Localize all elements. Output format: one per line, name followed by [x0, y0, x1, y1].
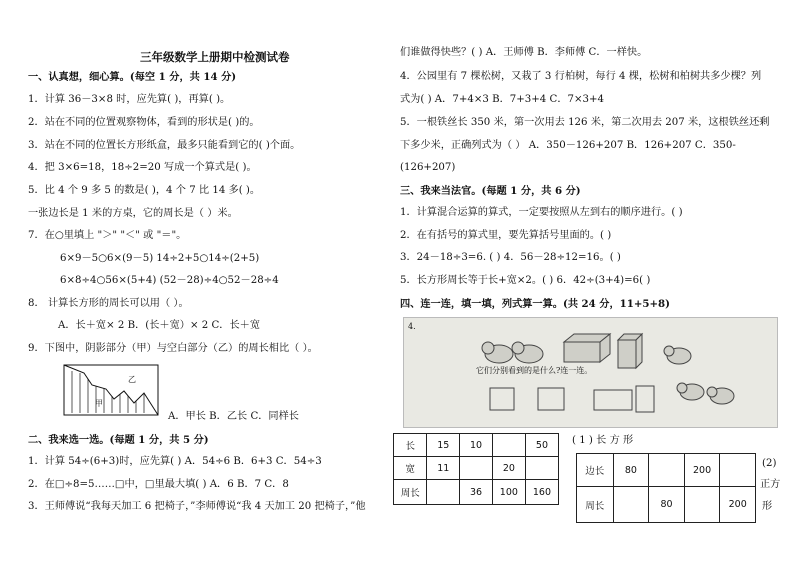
- section-3-heading: 三、我来当法官。(每题 1 分，共 6 分): [400, 185, 581, 197]
- table-cell: [427, 480, 460, 505]
- table-cell: 周长: [577, 487, 614, 523]
- shaded-figure: [62, 363, 162, 418]
- table-cell: 80: [649, 487, 685, 523]
- question-1-8-options: A．长＋宽× 2 B．(长＋宽）× 2 C．长＋宽: [58, 320, 261, 331]
- table-cell: 50: [525, 434, 558, 457]
- question-1-8: 8． 计算长方形的周长可以用（ ）。: [28, 298, 189, 309]
- table-cell: [492, 434, 525, 457]
- sub-question-2-word1: 正方: [760, 479, 781, 490]
- question-2-4: 4．公园里有 7 棵松树，又栽了 3 行柏树，每行 4 棵，松树和柏树共多少棵？列: [400, 71, 762, 82]
- question-1-7-row-b: 6×8÷4○56×(5+4) (52－28)÷4○52－28÷4: [60, 275, 279, 286]
- square-table: [576, 453, 756, 523]
- table-cell: 80: [613, 454, 649, 487]
- table-cell: [649, 454, 685, 487]
- table-cell: 长: [394, 434, 427, 457]
- question-2-5-options-cont: (126+207): [400, 162, 456, 173]
- table-cell: 周长: [394, 480, 427, 505]
- question-1-1: 1．计算 36－3×8 时，应先算( )，再算( )。: [28, 94, 231, 105]
- question-2-3: 3．王师傅说“我每天加工 6 把椅子，”李师傅说“我 4 天加工 20 把椅子，”他: [28, 501, 366, 512]
- table-cell: 160: [525, 480, 558, 505]
- question-2-4-options: 式为( ) A．7+4×3 B．7+3+4 C．7×3+4: [400, 94, 605, 105]
- sub-question-2-label: (2): [762, 458, 777, 469]
- section-4-heading: 四、连一连，填一填，列式算一算。(共 24 分，11+5+8): [400, 298, 670, 310]
- table-cell: 36: [460, 480, 493, 505]
- judge-3-4: 3．24－18÷3=6. ( ) 4．56－28÷12=16。( ): [400, 252, 621, 263]
- question-1-4: 4．把 3×6=18，18÷2=20 写成一个算式是( )。: [28, 162, 257, 173]
- picture-caption: 它们分别看到的是什么?连一连。: [476, 366, 593, 375]
- question-1-3: 3．站在不同的位置长方形纸盒，最多只能看到它的( )个面。: [28, 140, 301, 151]
- question-1-9: 9．下图中，阴影部分（甲）与空白部分（乙）的周长相比（ ）。: [28, 343, 318, 354]
- judge-5-6: 5．长方形周长等于长+宽×2。( ) 6．42÷(3+4)=6( ): [400, 275, 651, 286]
- question-1-7-row-a: 6×9－5○6×(9－5) 14÷2+5○14÷(2+5): [60, 253, 260, 264]
- figure-label-yi: 乙: [128, 375, 136, 384]
- table-cell: 200: [720, 487, 756, 523]
- question-1-9-options: A．甲长 B．乙长 C．同样长: [168, 411, 299, 422]
- question-1-6: 一张边长是 1 米的方桌，它的周长是（ ）米。: [28, 208, 238, 219]
- question-2-5-options: 下多少米，正确列式为（ ） A．350－126+207 B．126+207 C．350-: [400, 140, 736, 151]
- table-cell: [460, 457, 493, 480]
- table-cell: 15: [427, 434, 460, 457]
- table-cell: 200: [684, 454, 720, 487]
- table-cell: [525, 457, 558, 480]
- question-1-2: 2．站在不同的位置观察物体，看到的形状是( )的。: [28, 117, 260, 128]
- view-matching-picture: [403, 317, 778, 428]
- judge-1: 1．计算混合运算的算式，一定要按照从左到右的顺序进行。( ): [400, 207, 683, 218]
- table-cell: 边长: [577, 454, 614, 487]
- picture-number: 4.: [408, 322, 416, 331]
- question-2-1: 1．计算 54÷(6+3)时，应先算( ) A．54÷6 B．6+3 C．54÷3: [28, 456, 322, 467]
- sub-question-rectangle: ( 1 ) 长 方 形: [572, 435, 634, 446]
- table-cell: 宽: [394, 457, 427, 480]
- question-2-3-cont: 们谁做得快些？( ) A．王师傅 B．李师傅 C．一样快。: [400, 47, 648, 58]
- question-2-5: 5．一根铁丝长 350 米，第一次用去 126 米，第二次用去 207 米，这根铁丝还剩: [400, 117, 770, 128]
- table-cell: [720, 454, 756, 487]
- table-cell: 10: [460, 434, 493, 457]
- section-2-heading: 二、我来选一选。(每题 1 分，共 5 分): [28, 434, 209, 446]
- question-1-5: 5．比 4 个 9 多 5 的数是( )，4 个 7 比 14 多( )。: [28, 185, 261, 196]
- judge-2: 2．在有括号的算式里，要先算括号里面的。( ): [400, 230, 612, 241]
- question-2-2: 2．在□÷8=5……□中，□里最大填( ) A．6 B．7 C．8: [28, 479, 289, 490]
- table-cell: 100: [492, 480, 525, 505]
- rectangle-table: [393, 433, 559, 505]
- table-cell: 11: [427, 457, 460, 480]
- table-cell: [684, 487, 720, 523]
- figure-label-jia: 甲: [95, 399, 103, 408]
- sub-question-2-word2: 形: [762, 501, 773, 512]
- page-title: 三年级数学上册期中检测试卷: [140, 50, 290, 64]
- question-1-7: 7．在○里填上 "＞" "＜" 或 "＝"。: [28, 230, 187, 241]
- table-cell: [613, 487, 649, 523]
- table-cell: 20: [492, 457, 525, 480]
- section-1-heading: 一、认真想，细心算。(每空 1 分，共 14 分): [28, 71, 237, 83]
